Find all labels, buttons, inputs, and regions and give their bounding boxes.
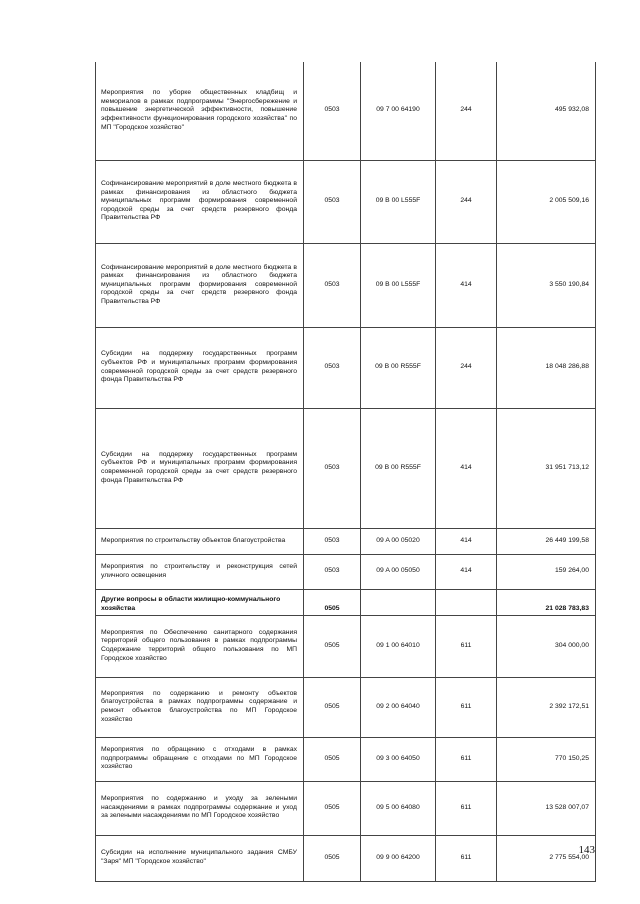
- row-target: 09 5 00 64080: [361, 781, 436, 835]
- row-target: [361, 589, 436, 615]
- row-expense-type: 611: [436, 781, 497, 835]
- row-expense-type: 611: [436, 737, 497, 781]
- row-target: 09 9 00 64200: [361, 835, 436, 881]
- row-name: Мероприятия по строительству и реконструкция сетей уличного освещения: [96, 554, 304, 589]
- row-amount: 13 528 007,07: [497, 781, 596, 835]
- row-amount: 31 951 713,12: [497, 408, 596, 528]
- row-amount: 18 048 286,88: [497, 327, 596, 408]
- row-target: 09 B 00 L555F: [361, 243, 436, 327]
- budget-table: [95, 62, 596, 882]
- row-section: 0503: [304, 243, 361, 327]
- row-section: 0503: [304, 554, 361, 589]
- row-amount: 495 932,08: [497, 62, 596, 160]
- row-expense-type: 414: [436, 243, 497, 327]
- row-section: 0503: [304, 408, 361, 528]
- table-row: [96, 615, 596, 677]
- row-name: Мероприятия по содержанию и уходу за зелеными насаждениями в рамках подпрограммы содержание и уход за зелеными насаждениями по МП Городское хозяйство: [96, 781, 304, 835]
- row-name: Софинансирование мероприятий в доле местного бюджета в рамках финансирования из областного бюджета муниципальных программ формирования современной городской среды за счет средств резервного фонда Правительства РФ: [96, 160, 304, 243]
- row-section: 0505: [304, 781, 361, 835]
- row-target: 09 1 00 64010: [361, 615, 436, 677]
- row-amount: 21 028 783,83: [497, 589, 596, 615]
- row-name: Субсидии на поддержку государственных программ субъектов РФ и муниципальных программ формирования современной городской среды за счет средств резервного фонда Правительства РФ: [96, 327, 304, 408]
- row-expense-type: 611: [436, 677, 497, 737]
- row-name: Другие вопросы в области жилищно-коммунального хозяйства: [96, 589, 304, 615]
- row-section: 0503: [304, 528, 361, 554]
- row-name: Мероприятия по Обеспечению санитарного содержания территорий общего пользования в рамках подпрограммы Содержание территорий общего пользования по МП Городское хозяйство: [96, 615, 304, 677]
- row-expense-type: 414: [436, 554, 497, 589]
- row-section: 0505: [304, 677, 361, 737]
- row-target: 09 A 00 05050: [361, 554, 436, 589]
- row-expense-type: 244: [436, 160, 497, 243]
- row-target: 09 A 00 05020: [361, 528, 436, 554]
- table-row: [96, 835, 596, 881]
- row-expense-type: 611: [436, 615, 497, 677]
- row-target: 09 B 00 R555F: [361, 408, 436, 528]
- row-section: 0505: [304, 737, 361, 781]
- row-section: 0503: [304, 160, 361, 243]
- row-amount: 3 550 190,84: [497, 243, 596, 327]
- table-row: [96, 677, 596, 737]
- row-name: Мероприятия по строительству объектов благоустройства: [96, 528, 304, 554]
- table-row: [96, 62, 596, 160]
- row-target: 09 7 00 64190: [361, 62, 436, 160]
- table-row: [96, 781, 596, 835]
- row-amount: 304 000,00: [497, 615, 596, 677]
- table-row-section-total: [96, 589, 596, 615]
- row-expense-type: 244: [436, 327, 497, 408]
- row-expense-type: [436, 589, 497, 615]
- row-section: 0505: [304, 589, 361, 615]
- row-amount: 2 005 509,16: [497, 160, 596, 243]
- row-name: Мероприятия по обращению с отходами в рамках подпрограммы обращение с отходами по МП Городское хозяйство: [96, 737, 304, 781]
- row-name: Мероприятия по уборке общественных кладбищ и мемориалов в рамках подпрограммы "Энергосбережение и повышение энергетической эффективности, повышение эффективности функционирования городского хозяйства" по МП "Городское хозяйство": [96, 62, 304, 160]
- row-amount: 2 775 554,00: [497, 835, 596, 881]
- row-expense-type: 244: [436, 62, 497, 160]
- row-section: 0505: [304, 615, 361, 677]
- row-amount: 159 264,00: [497, 554, 596, 589]
- row-expense-type: 414: [436, 408, 497, 528]
- row-section: 0503: [304, 327, 361, 408]
- table-row: [96, 327, 596, 408]
- row-expense-type: 414: [436, 528, 497, 554]
- row-target: 09 B 00 L555F: [361, 160, 436, 243]
- row-amount: 2 392 172,51: [497, 677, 596, 737]
- row-amount: 26 449 199,58: [497, 528, 596, 554]
- row-target: 09 3 00 64050: [361, 737, 436, 781]
- table-row: [96, 408, 596, 528]
- page-number: 143: [578, 844, 595, 856]
- row-name: Софинансирование мероприятий в доле местного бюджета в рамках финансирования из областного бюджета муниципальных программ формирования современной городской среды за счет средств резервного фонда Правительства РФ: [96, 243, 304, 327]
- row-name: Субсидии на поддержку государственных программ субъектов РФ и муниципальных программ формирования современной городской среды за счет средств резервного фонда Правительства РФ: [96, 408, 304, 528]
- row-name: Мероприятия по содержанию и ремонту объектов благоустройства в рамках подпрограммы содержание и ремонт объектов благоустройства по МП Городское хозяйство: [96, 677, 304, 737]
- row-name: Субсидии на исполнение муниципального задания СМБУ "Заря" МП "Городское хозяйство": [96, 835, 304, 881]
- table-row: [96, 243, 596, 327]
- row-expense-type: 611: [436, 835, 497, 881]
- row-target: 09 2 00 64040: [361, 677, 436, 737]
- row-amount: 770 150,25: [497, 737, 596, 781]
- row-section: 0503: [304, 62, 361, 160]
- row-section: 0505: [304, 835, 361, 881]
- table-row: [96, 528, 596, 554]
- table-row: [96, 737, 596, 781]
- table-row: [96, 554, 596, 589]
- table-row: [96, 160, 596, 243]
- row-target: 09 B 00 R555F: [361, 327, 436, 408]
